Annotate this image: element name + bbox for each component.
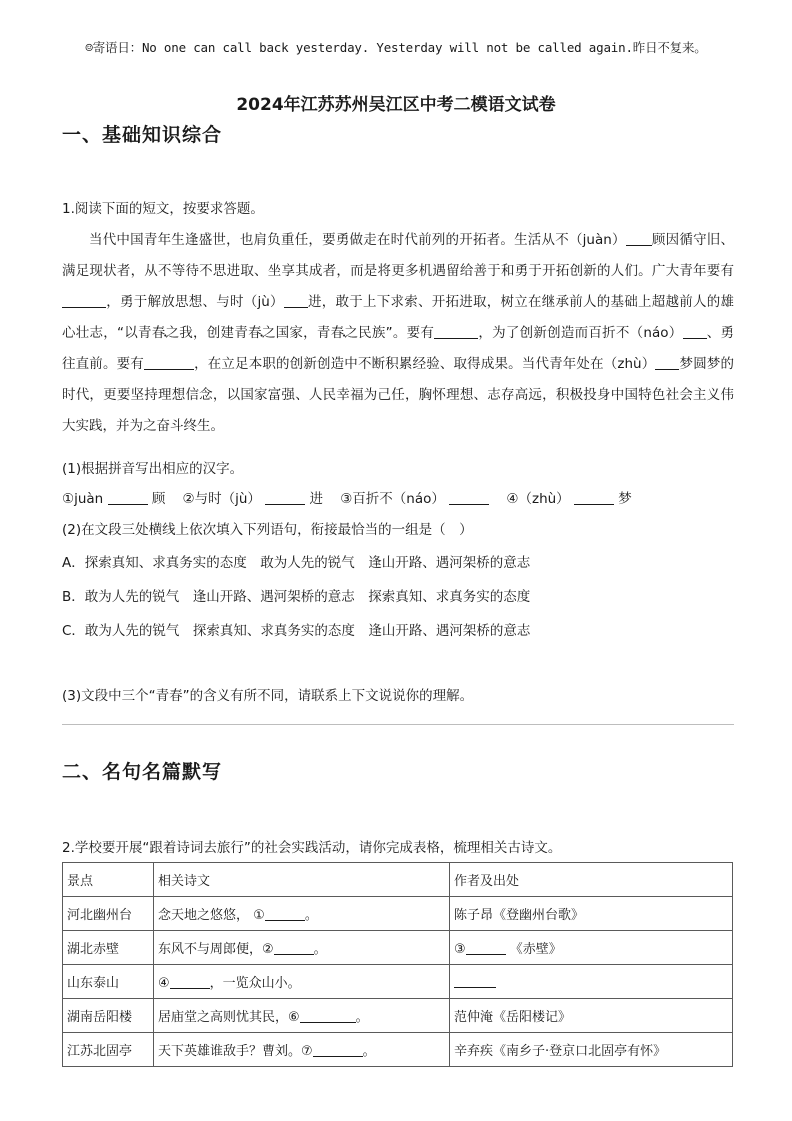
option-b[interactable]: B．敢为人先的锐气 逢山开路、遇河架桥的意志 探索真知、求真务实的态度 [62, 589, 531, 605]
answer-blank[interactable] [626, 231, 652, 246]
sub-question-3: (3)文段中三个“青春”的含义有所不同，请联系上下文说说你的理解。 [62, 688, 474, 704]
answer-blank[interactable] [265, 906, 305, 921]
author-cell: 辛弃疾《南乡子·登京口北固亭有怀》 [450, 1033, 733, 1067]
answer-blank[interactable] [265, 490, 305, 505]
poem-table [62, 862, 733, 1067]
author-cell: 陈子昂《登幽州台歌》 [450, 897, 733, 931]
answer-blank[interactable] [62, 293, 106, 308]
poem-cell: ④ ，一览众山小。 [154, 965, 450, 999]
table-row [63, 999, 733, 1033]
dotted-word: 青春 • [234, 325, 262, 341]
question-2-intro: 2.学校要开展“跟着诗词去旅行”的社会实践活动，请你完成表格，梳理相关古诗文。 [62, 840, 562, 856]
answer-blank[interactable] [454, 973, 496, 988]
dotted-word: 青春 • [138, 325, 166, 341]
author-cell: 范仲淹《岳阳楼记》 [450, 999, 733, 1033]
poem-cell: 居庙堂之高则忧其民，⑥ 。 [154, 999, 450, 1033]
answer-blank[interactable] [300, 1008, 356, 1023]
option-a[interactable]: A．探索真知、求真务实的态度 敢为人先的锐气 逢山开路、遇河架桥的意志 [62, 555, 531, 571]
table-row [63, 1033, 733, 1067]
answer-blank[interactable] [284, 293, 308, 308]
answer-blank[interactable] [434, 324, 478, 339]
header-author: 作者及出处 [450, 863, 733, 897]
section-heading-basics: 一、基础知识综合 [62, 124, 223, 146]
place-cell: 湖北赤壁 [63, 931, 154, 965]
answer-blank[interactable] [574, 490, 614, 505]
header-poem: 相关诗文 [154, 863, 450, 897]
table-header-row [63, 863, 733, 897]
table-row [63, 931, 733, 965]
section-divider [62, 724, 734, 725]
option-c[interactable]: C．敢为人先的锐气 探索真知、求真务实的态度 逢山开路、遇河架桥的意志 [62, 623, 531, 639]
answer-blank[interactable] [683, 324, 707, 339]
header-place: 景点 [63, 863, 154, 897]
answer-blank[interactable] [170, 974, 210, 989]
dotted-word: 青春 • [317, 325, 345, 341]
question-1-intro: 1.阅读下面的短文，按要求答题。 [62, 201, 264, 217]
answer-blank[interactable] [313, 1042, 363, 1057]
answer-blank[interactable] [449, 490, 489, 505]
poem-cell: 念天地之悠悠， ① 。 [154, 897, 450, 931]
table-row [63, 897, 733, 931]
page-title: 2024年江苏苏州吴江区中考二模语文试卷 [236, 95, 556, 115]
place-cell: 山东泰山 [63, 965, 154, 999]
place-cell: 湖南岳阳楼 [63, 999, 154, 1033]
answer-blank[interactable] [655, 355, 679, 370]
answer-blank[interactable] [108, 490, 148, 505]
sub-question-1: (1)根据拼音写出相应的汉字。 [62, 461, 244, 477]
answer-blank[interactable] [274, 940, 314, 955]
place-cell: 江苏北固亭 [63, 1033, 154, 1067]
answer-blank[interactable] [144, 355, 194, 370]
poem-cell: 天下英雄谁敌手？曹刘。⑦ 。 [154, 1033, 450, 1067]
table-row [63, 965, 733, 999]
section-heading-recitation: 二、名句名篇默写 [62, 761, 223, 783]
motto-line: ☺寄语日：No one can call back yesterday. Yesterday will not be called again.昨日不复来。 [85, 40, 707, 55]
author-cell [450, 965, 733, 999]
reading-passage: 当代中国青年生逢盛世，也肩负重任，要勇做走在时代前列的开拓者。生活从不（juàn） 顾因循守旧、满足现状者，从不等待不思进取、坐享其成者，而是将更多机遇留给善于和勇于开拓创新的人们。广大青年要有，勇于解放思想、与时（jù） 进，敢于上下求索、开拓进取，树立在继承前人的基础上超越前人的雄心壮志，“以青春 •之我，创建青春 •之国家，青春 •之民族”。要有 ，为了创新创造而百折不（náo） 、勇往直前。要有 ，在立足本职的创新创造中不断积累经验、取得成果。当代青年处在（zhù） 梦圆梦的时代，更要坚持理想信念，以国家富强、人民幸福为己任，胸怀理想、志存高远，积极投身中国特色社会主义伟大实践，并为之奋斗终生。 [62, 225, 734, 442]
place-cell: 河北幽州台 [63, 897, 154, 931]
poem-cell: 东风不与周郎便，② 。 [154, 931, 450, 965]
answer-blank[interactable] [466, 940, 506, 955]
sub-question-2: (2)在文段三处横线上依次填入下列语句，衔接最恰当的一组是（ ） [62, 522, 473, 538]
pinyin-row: ①juàn 顾 ②与时（jù） 进 ③百折不（náo） ④（zhù） 梦 [62, 491, 632, 507]
author-cell: ③ 《赤壁》 [450, 931, 733, 965]
